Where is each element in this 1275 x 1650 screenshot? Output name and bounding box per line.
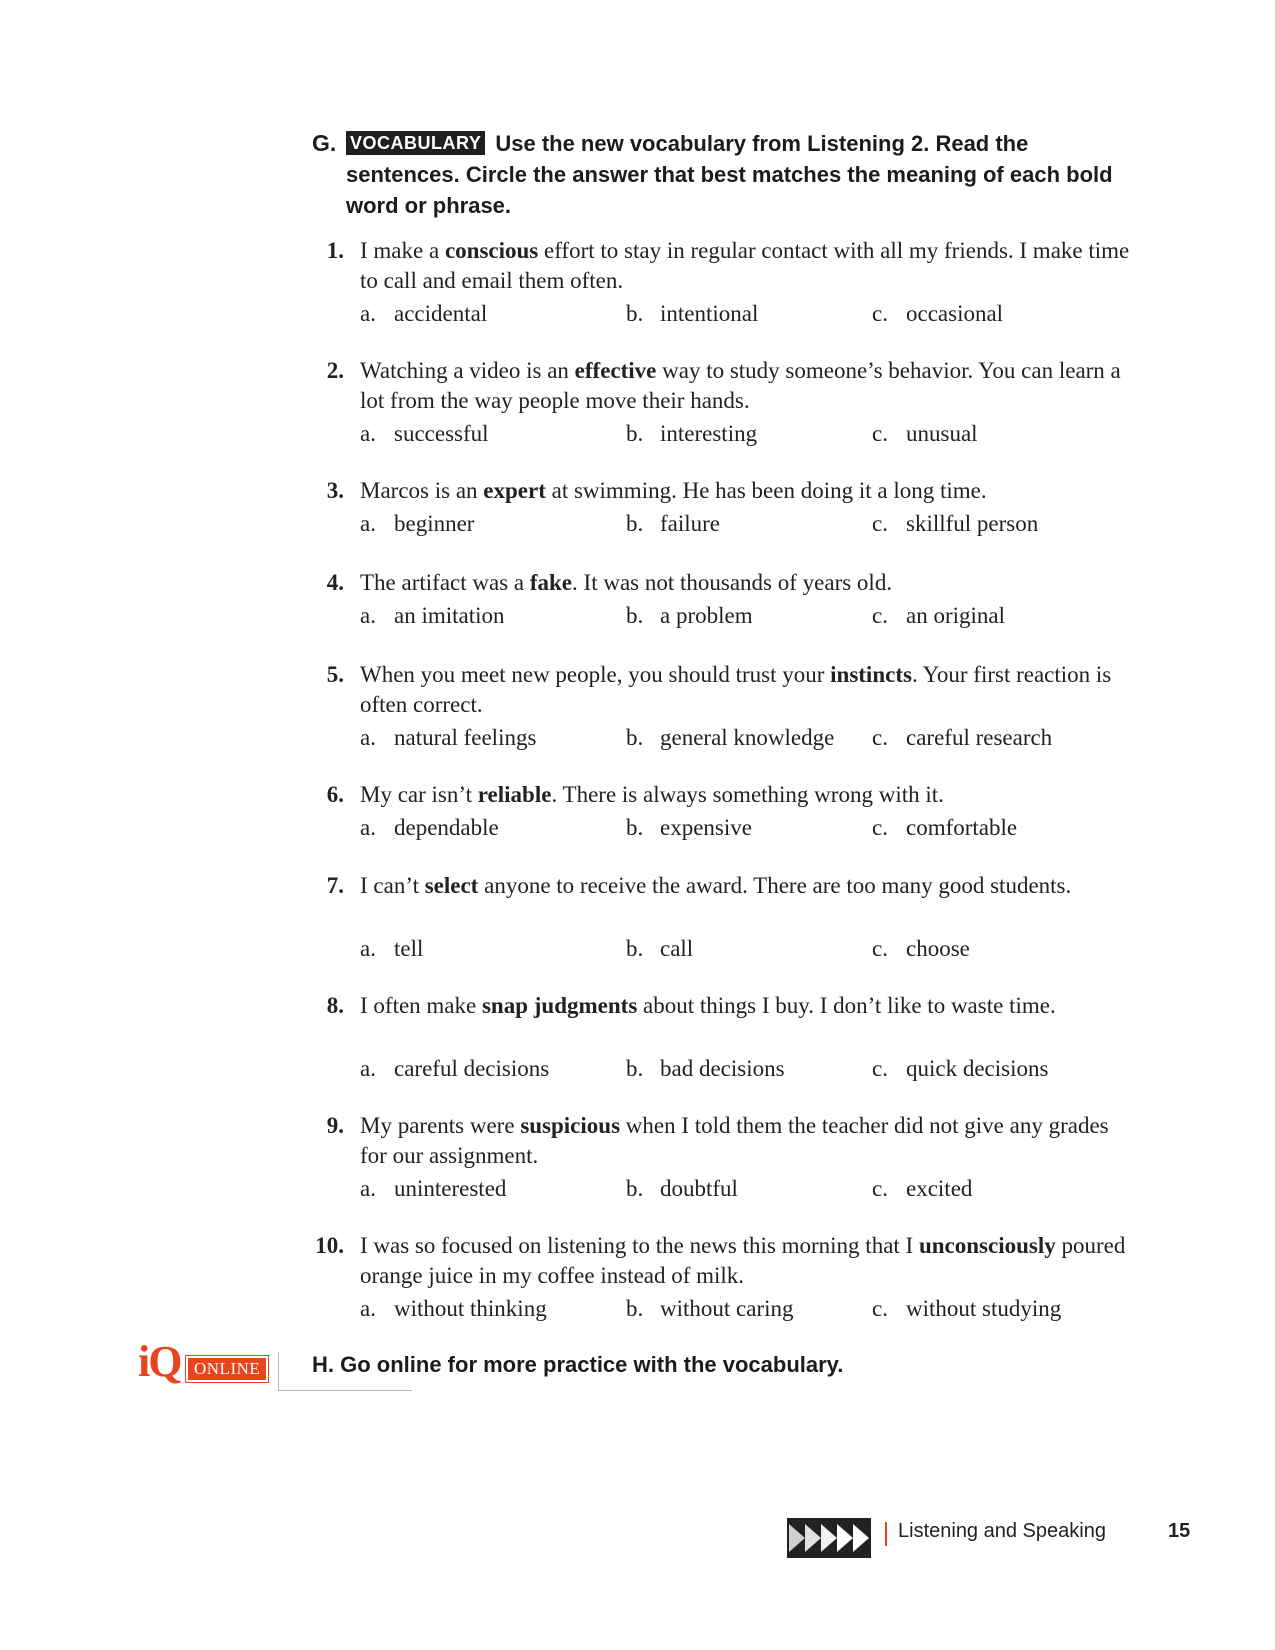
- question-stem: [360, 236, 1140, 296]
- section-h: [312, 1352, 843, 1378]
- answer-option-a[interactable]: [360, 1174, 506, 1204]
- vocabulary-word: conscious: [444, 238, 539, 263]
- stem-text: I often make: [360, 993, 482, 1018]
- vocabulary-word: instincts: [830, 662, 912, 687]
- footer-divider: [885, 1522, 887, 1546]
- option-text: tell: [394, 936, 424, 961]
- option-letter: b.: [626, 301, 644, 326]
- answer-options: [360, 601, 1160, 631]
- answer-option-c[interactable]: [872, 1294, 1061, 1324]
- option-letter: a.: [360, 301, 376, 326]
- stem-text: My car isn’t: [360, 782, 478, 807]
- option-text: call: [660, 936, 694, 961]
- option-letter: a.: [360, 725, 376, 750]
- option-text: choose: [906, 936, 970, 961]
- option-letter: a.: [360, 1176, 376, 1201]
- section-h-letter: H.: [312, 1352, 334, 1377]
- answer-option-b[interactable]: [626, 723, 834, 753]
- option-text: quick decisions: [906, 1056, 1049, 1081]
- option-text: beginner: [394, 511, 475, 536]
- vocabulary-word: suspicious: [520, 1113, 621, 1138]
- option-text: dependable: [394, 815, 499, 840]
- question-stem: [360, 1231, 1140, 1291]
- answer-option-b[interactable]: [626, 1054, 785, 1084]
- option-letter: c.: [872, 511, 888, 536]
- option-text: an original: [906, 603, 1005, 628]
- option-text: occasional: [906, 301, 1004, 326]
- answer-option-c[interactable]: [872, 419, 978, 449]
- stem-text: . Your first reaction is often correct.: [360, 662, 1112, 717]
- stem-text: Marcos is an: [360, 478, 484, 503]
- option-letter: b.: [626, 1296, 644, 1321]
- question-stem: [360, 780, 1140, 810]
- question-number: 8.: [326, 993, 344, 1018]
- stem-text: about things I buy. I don’t like to waste time.: [637, 993, 1056, 1018]
- vocabulary-word: fake: [529, 570, 573, 595]
- stem-text: way to study someone’s behavior. You can learn a lot from the way people move their hands.: [360, 358, 1121, 413]
- question-stem: [360, 1111, 1140, 1171]
- option-text: comfortable: [906, 815, 1018, 840]
- vocabulary-badge: VOCABULARY: [346, 131, 485, 155]
- question-number: 5.: [326, 662, 344, 687]
- option-letter: a.: [360, 1056, 376, 1081]
- section-h-text: Go online for more practice with the vocabulary.: [340, 1352, 844, 1377]
- option-letter: c.: [872, 301, 888, 326]
- answer-option-b[interactable]: [626, 1294, 794, 1324]
- answer-option-b[interactable]: [626, 299, 758, 329]
- option-letter: b.: [626, 1176, 644, 1201]
- divider: [278, 1390, 412, 1391]
- option-letter: c.: [872, 1296, 888, 1321]
- answer-option-a[interactable]: [360, 1054, 549, 1084]
- option-letter: c.: [872, 603, 888, 628]
- vocabulary-word: expert: [483, 478, 546, 503]
- answer-option-b[interactable]: [626, 813, 752, 843]
- answer-options: [360, 419, 1160, 449]
- answer-options: [360, 1294, 1160, 1324]
- stem-text: I can’t: [360, 873, 425, 898]
- option-letter: a.: [360, 511, 376, 536]
- question-number: 9.: [326, 1113, 344, 1138]
- option-letter: c.: [872, 421, 888, 446]
- option-text: skillful person: [906, 511, 1039, 536]
- question-stem: [360, 660, 1140, 720]
- question-number: 7.: [326, 873, 344, 898]
- option-letter: a.: [360, 421, 376, 446]
- option-text: excited: [906, 1176, 973, 1201]
- answer-option-b[interactable]: [626, 509, 720, 539]
- option-text: bad decisions: [660, 1056, 785, 1081]
- stem-text: Watching a video is an: [360, 358, 575, 383]
- stem-text: effort to stay in regular contact with all my friends. I make time to call and email them often.: [360, 238, 1130, 293]
- answer-option-c[interactable]: [872, 601, 1005, 631]
- stem-text: anyone to receive the award. There are too many good students.: [478, 873, 1072, 898]
- answer-option-c[interactable]: [872, 1174, 972, 1204]
- option-text: successful: [394, 421, 489, 446]
- stem-text: when I told them the teacher did not give any grades for our assignment.: [360, 1113, 1109, 1168]
- stem-text: When you meet new people, you should trust your: [360, 662, 831, 687]
- option-text: careful decisions: [394, 1056, 550, 1081]
- option-letter: b.: [626, 511, 644, 536]
- option-text: without thinking: [394, 1296, 547, 1321]
- vocabulary-word: reliable: [477, 782, 552, 807]
- instructions-text: Use the new vocabulary from Listening 2. Read the sentences. Circle the answer that best matches the meaning of each bold word or phrase.: [346, 131, 1113, 218]
- answer-options: [360, 1174, 1160, 1204]
- divider: [278, 1352, 279, 1390]
- question-number: 6.: [326, 782, 344, 807]
- option-letter: a.: [360, 603, 376, 628]
- option-text: expensive: [660, 815, 752, 840]
- answer-option-a[interactable]: [360, 601, 505, 631]
- option-text: doubtful: [660, 1176, 738, 1201]
- option-letter: b.: [626, 421, 644, 446]
- vocabulary-word: effective: [574, 358, 657, 383]
- answer-options: [360, 813, 1160, 843]
- question-stem: [360, 356, 1140, 416]
- answer-options: [360, 723, 1160, 753]
- option-text: general knowledge: [660, 725, 835, 750]
- option-letter: c.: [872, 815, 888, 840]
- answer-option-c[interactable]: [872, 813, 1017, 843]
- answer-options: [360, 1054, 1160, 1084]
- stem-text: I make a: [360, 238, 445, 263]
- answer-option-a[interactable]: [360, 419, 489, 449]
- vocabulary-word: snap judgments: [481, 993, 638, 1018]
- option-text: natural feelings: [394, 725, 537, 750]
- answer-option-a[interactable]: [360, 723, 536, 753]
- stem-text: . It was not thousands of years old.: [572, 570, 893, 595]
- option-text: uninterested: [394, 1176, 507, 1201]
- answer-option-b[interactable]: [626, 601, 753, 631]
- question-stem: [360, 568, 1140, 598]
- answer-option-c[interactable]: [872, 723, 1052, 753]
- stem-text: . There is always something wrong with it.: [551, 782, 944, 807]
- stem-text: My parents were: [360, 1113, 521, 1138]
- question-number: 3.: [326, 478, 344, 503]
- answer-option-a[interactable]: [360, 299, 487, 329]
- question-stem: [360, 871, 1140, 901]
- answer-option-b[interactable]: [626, 419, 757, 449]
- iq-logo-text: iQ: [138, 1337, 181, 1386]
- option-letter: a.: [360, 936, 376, 961]
- question-stem: [360, 476, 1140, 506]
- option-text: failure: [660, 511, 721, 536]
- answer-option-b[interactable]: [626, 1174, 738, 1204]
- option-letter: c.: [872, 725, 888, 750]
- option-text: accidental: [394, 301, 488, 326]
- answer-option-a[interactable]: [360, 813, 499, 843]
- answer-option-b[interactable]: [626, 934, 693, 964]
- option-letter: a.: [360, 1296, 376, 1321]
- page-number: 15: [1168, 1520, 1191, 1542]
- answer-option-a[interactable]: [360, 934, 423, 964]
- answer-option-a[interactable]: [360, 1294, 547, 1324]
- iq-online-logo: [138, 1337, 278, 1386]
- option-letter: a.: [360, 815, 376, 840]
- option-text: intentional: [660, 301, 759, 326]
- online-badge: ONLINE: [186, 1356, 268, 1382]
- question-stem: [360, 991, 1140, 1021]
- answer-option-c[interactable]: [872, 1054, 1048, 1084]
- option-text: without studying: [906, 1296, 1062, 1321]
- stem-text: I was so focused on listening to the news this morning that I: [360, 1233, 919, 1258]
- footer-arrows-icon: [787, 1518, 871, 1558]
- option-text: without caring: [660, 1296, 794, 1321]
- question-number: 4.: [326, 570, 344, 595]
- option-letter: c.: [872, 1056, 888, 1081]
- option-letter: c.: [872, 936, 888, 961]
- option-text: careful research: [906, 725, 1053, 750]
- question-number: 10.: [315, 1233, 344, 1258]
- answer-option-c[interactable]: [872, 299, 1003, 329]
- option-letter: b.: [626, 1056, 644, 1081]
- answer-options: [360, 934, 1160, 964]
- option-text: interesting: [660, 421, 758, 446]
- option-letter: b.: [626, 725, 644, 750]
- answer-option-c[interactable]: [872, 934, 970, 964]
- vocabulary-word: unconsciously: [918, 1233, 1056, 1258]
- question-number: 2.: [326, 358, 344, 383]
- option-text: an imitation: [394, 603, 505, 628]
- question-number: 1.: [326, 238, 344, 263]
- answer-options: [360, 299, 1160, 329]
- option-text: unusual: [906, 421, 978, 446]
- answer-option-c[interactable]: [872, 509, 1038, 539]
- option-letter: b.: [626, 603, 644, 628]
- vocabulary-word: select: [424, 873, 479, 898]
- footer-label: Listening and Speaking: [898, 1520, 1106, 1542]
- stem-text: The artifact was a: [360, 570, 530, 595]
- answer-options: [360, 509, 1160, 539]
- stem-text: at swimming. He has been doing it a long time.: [545, 478, 987, 503]
- option-text: a problem: [660, 603, 753, 628]
- answer-option-a[interactable]: [360, 509, 474, 539]
- section-g-instructions: [346, 128, 1136, 221]
- option-letter: b.: [626, 815, 644, 840]
- stem-text: poured orange juice in my coffee instead of milk.: [360, 1233, 1126, 1288]
- option-letter: b.: [626, 936, 644, 961]
- option-letter: c.: [872, 1176, 888, 1201]
- section-g-letter: G.: [312, 130, 337, 156]
